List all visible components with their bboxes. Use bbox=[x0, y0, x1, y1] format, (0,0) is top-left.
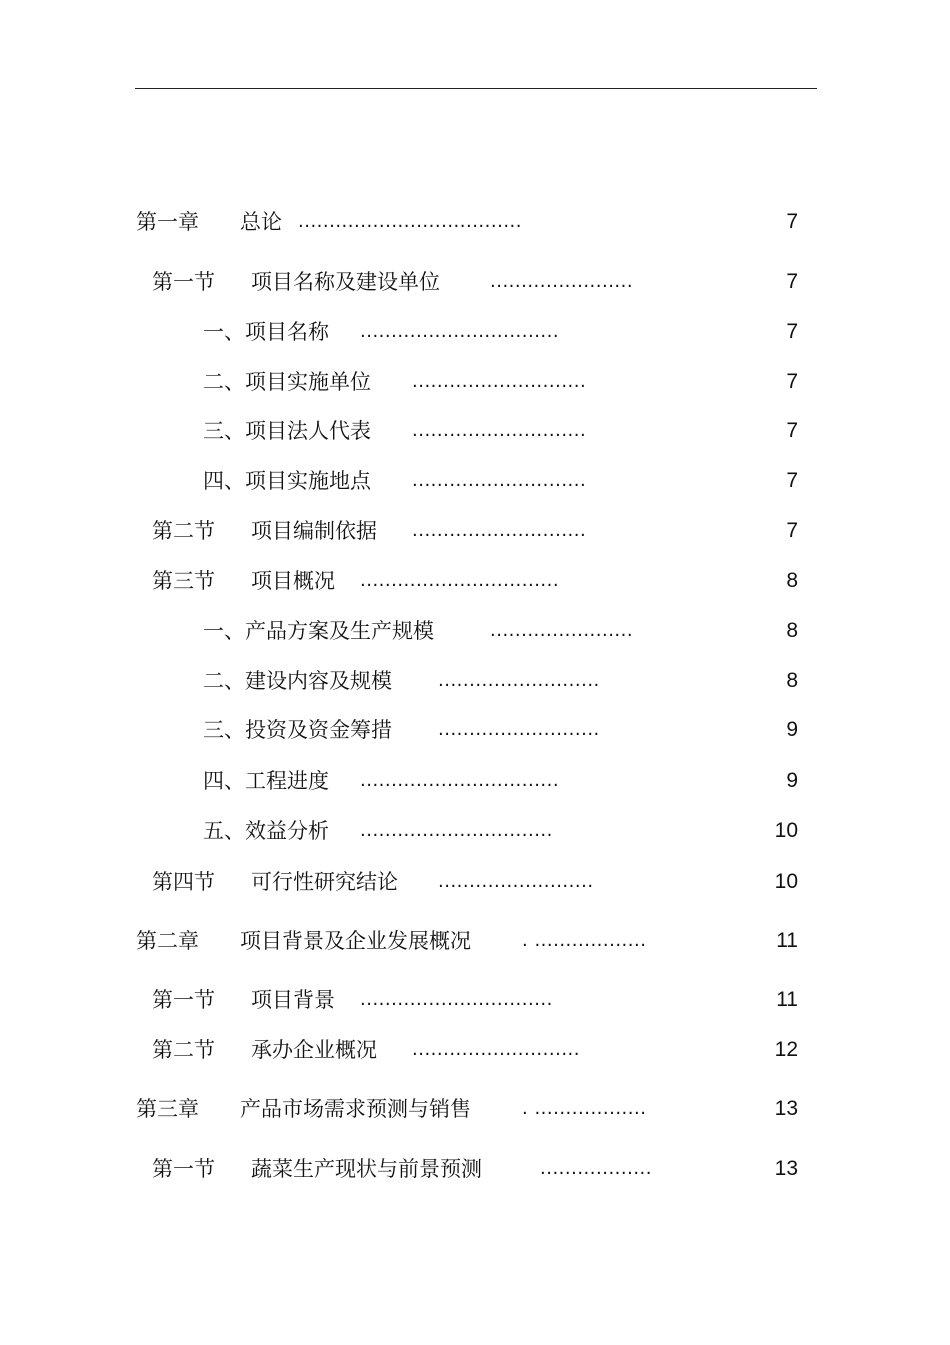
toc-label: 第二节 bbox=[152, 1038, 215, 1062]
toc-title: 三、投资及资金筹措 bbox=[203, 718, 392, 742]
toc-leader-dots: ....................... bbox=[490, 271, 634, 292]
toc-title: 项目编制依据 bbox=[251, 519, 377, 543]
toc-page-number: 7 bbox=[786, 419, 798, 442]
toc-leader-dots: . .................. bbox=[522, 1098, 647, 1119]
toc-title: 可行性研究结论 bbox=[251, 870, 398, 894]
toc-leader-dots: .......................... bbox=[438, 719, 600, 740]
toc-entry-subsection[interactable] bbox=[0, 615, 950, 647]
toc-page-number: 7 bbox=[786, 469, 798, 492]
toc-entry-section[interactable] bbox=[0, 1153, 950, 1185]
toc-entry-subsection[interactable] bbox=[0, 665, 950, 697]
toc-leader-dots: .................. bbox=[540, 1158, 652, 1179]
toc-page-number: 7 bbox=[786, 320, 798, 343]
toc-page-number: 10 bbox=[774, 870, 798, 893]
toc-entry-subsection[interactable] bbox=[0, 415, 950, 447]
toc-entry-subsection[interactable] bbox=[0, 714, 950, 746]
toc-page-number: 12 bbox=[774, 1038, 798, 1061]
toc-leader-dots: ............................... bbox=[360, 989, 553, 1010]
toc-label: 第一节 bbox=[152, 270, 215, 294]
toc-title: 蔬菜生产现状与前景预测 bbox=[251, 1157, 482, 1181]
toc-entry-chapter-2[interactable] bbox=[0, 925, 950, 957]
toc-label: 第三章 bbox=[136, 1097, 199, 1121]
toc-page-number: 11 bbox=[776, 988, 798, 1011]
toc-leader-dots: ......................... bbox=[438, 871, 594, 892]
toc-leader-dots: ............................ bbox=[412, 520, 587, 541]
toc-entry-subsection[interactable] bbox=[0, 366, 950, 398]
toc-leader-dots: ............................ bbox=[412, 470, 587, 491]
toc-page-number: 13 bbox=[774, 1157, 798, 1180]
toc-leader-dots: ................................ bbox=[360, 770, 560, 791]
toc-title: 二、项目实施单位 bbox=[203, 370, 371, 394]
toc-title: 承办企业概况 bbox=[251, 1038, 377, 1062]
toc-leader-dots: .......................... bbox=[438, 670, 600, 691]
toc-label: 第二节 bbox=[152, 519, 215, 543]
toc-page-number: 8 bbox=[786, 619, 798, 642]
toc-leader-dots: ........................... bbox=[412, 1039, 580, 1060]
toc-title: 三、项目法人代表 bbox=[203, 419, 371, 443]
toc-leader-dots: ............................ bbox=[412, 371, 587, 392]
toc-entry-chapter-1[interactable] bbox=[0, 206, 950, 238]
toc-title: 项目名称及建设单位 bbox=[251, 270, 440, 294]
toc-title: 一、项目名称 bbox=[203, 320, 329, 344]
toc-page-number: 13 bbox=[774, 1097, 798, 1120]
toc-page-number: 9 bbox=[786, 718, 798, 741]
toc-page-number: 9 bbox=[786, 769, 798, 792]
toc-leader-dots: ................................ bbox=[360, 321, 560, 342]
toc-title: 一、产品方案及生产规模 bbox=[203, 619, 434, 643]
toc-title: 项目背景及企业发展概况 bbox=[240, 929, 471, 953]
toc-page-number: 10 bbox=[774, 819, 798, 842]
toc-page-number: 7 bbox=[786, 370, 798, 393]
toc-entry-subsection[interactable] bbox=[0, 815, 950, 847]
toc-title: 项目背景 bbox=[251, 988, 335, 1012]
toc-leader-dots: ............................ bbox=[412, 420, 587, 441]
toc-label: 第一节 bbox=[152, 988, 215, 1012]
toc-title: 二、建设内容及规模 bbox=[203, 669, 392, 693]
toc-page-number: 8 bbox=[786, 569, 798, 592]
toc-label: 第三节 bbox=[152, 569, 215, 593]
toc-label: 第一节 bbox=[152, 1157, 215, 1181]
toc-title: 四、项目实施地点 bbox=[203, 469, 371, 493]
toc-page-number: 8 bbox=[786, 669, 798, 692]
toc-entry-section[interactable] bbox=[0, 1034, 950, 1066]
toc-page-number: 7 bbox=[786, 210, 798, 233]
toc-leader-dots: . .................. bbox=[522, 930, 647, 951]
toc-entry-subsection[interactable] bbox=[0, 465, 950, 497]
toc-label: 第二章 bbox=[136, 929, 199, 953]
toc-title: 总论 bbox=[240, 210, 282, 234]
toc-title: 五、效益分析 bbox=[203, 819, 329, 843]
toc-title: 产品市场需求预测与销售 bbox=[240, 1097, 471, 1121]
toc-entry-section[interactable] bbox=[0, 866, 950, 898]
toc-entry-section[interactable] bbox=[0, 266, 950, 298]
toc-page-number: 11 bbox=[776, 929, 798, 952]
toc-title: 四、工程进度 bbox=[203, 769, 329, 793]
toc-page-number: 7 bbox=[786, 270, 798, 293]
toc-entry-subsection[interactable] bbox=[0, 765, 950, 797]
toc-entry-chapter-3[interactable] bbox=[0, 1093, 950, 1125]
toc-leader-dots: .................................... bbox=[298, 211, 522, 232]
toc-entry-subsection[interactable] bbox=[0, 316, 950, 348]
toc-leader-dots: ............................... bbox=[360, 820, 553, 841]
toc-leader-dots: ................................ bbox=[360, 570, 560, 591]
toc-title: 项目概况 bbox=[251, 569, 335, 593]
toc-entry-section[interactable] bbox=[0, 565, 950, 597]
toc-page-number: 7 bbox=[786, 519, 798, 542]
toc-entry-section[interactable] bbox=[0, 984, 950, 1016]
toc-label: 第四节 bbox=[152, 870, 215, 894]
toc-label: 第一章 bbox=[136, 210, 199, 234]
toc-entry-section[interactable] bbox=[0, 515, 950, 547]
toc-leader-dots: ....................... bbox=[490, 620, 634, 641]
